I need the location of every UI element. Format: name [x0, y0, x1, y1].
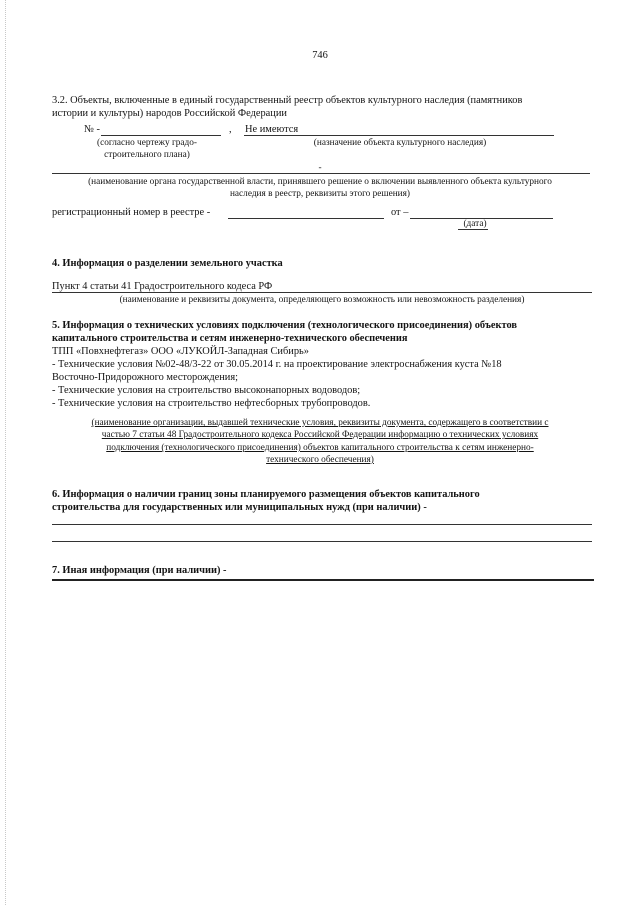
s5-organization: ТПП «Повхнефтегаз» ООО «ЛУКОЙЛ-Западная Сибирь»	[52, 346, 309, 357]
s32-dash: -	[318, 163, 322, 173]
s5-heading-1: 5. Информация о технических условиях подключения (технологического присоединения) объектов	[52, 320, 518, 331]
s32-value-line	[244, 135, 554, 136]
s5-caption-3: подключения (технологического присоединения) объектов капитального строительства к сетям инженерно-	[106, 443, 534, 453]
s32-caption-left-1: (согласно чертежу градо-	[96, 138, 198, 148]
s7-bottom-rule	[52, 579, 594, 581]
s32-org-line	[52, 173, 590, 174]
s5-caption-2: частью 7 статьи 48 Градостроительного кодекса Российской Федерации информацию о технических условиях	[101, 430, 539, 440]
s32-caption-left-2: строительного плана)	[104, 150, 190, 160]
s5-caption-1: (наименование организации, выдавшей технические условия, реквизиты документа, содержащего в соответствии с	[91, 418, 549, 428]
s4-value-line	[52, 292, 592, 293]
s32-line-2: истории и культуры) народов Российской Федерации	[52, 108, 287, 119]
s4-value: Пункт 4 статьи 41 Градостроительного кодеса РФ	[52, 281, 273, 292]
s32-caption-date: (дата)	[463, 219, 487, 229]
s32-reg-line	[228, 218, 384, 219]
page-number: 746	[312, 50, 328, 61]
s32-line-1: 3.2. Объекты, включенные в единый государственный реестр объектов культурного наследия (памятников	[52, 95, 523, 106]
scan-edge	[5, 0, 6, 905]
s32-number-line	[101, 135, 221, 136]
s6-heading-1: 6. Информация о наличии границ зоны планируемого размещения объектов капитального	[52, 489, 480, 500]
s32-date-underline	[458, 229, 488, 230]
s5-item-2: - Технические условия на строительство высоконапорных водоводов;	[52, 385, 361, 396]
s4-heading: 4. Информация о разделении земельного участка	[52, 258, 283, 269]
s7-heading: 7. Иная информация (при наличии) -	[52, 565, 227, 576]
s32-number-prefix: № -	[84, 124, 100, 135]
s32-comma: ,	[229, 124, 232, 135]
s5-heading-2: капитального строительства и сетям инженерно-технического обеспечения	[52, 333, 408, 344]
s6-heading-2: строительства для государственных или муниципальных нужд (при наличии) -	[52, 502, 427, 513]
s6-blank-line-1	[52, 524, 592, 525]
s32-caption-right: (назначение объекта культурного наследия)	[313, 138, 487, 148]
s32-reg-label: регистрационный номер в реестре -	[52, 207, 211, 218]
s4-caption: (наименование и реквизиты документа, определяющего возможность или невозможность разделения)	[119, 295, 525, 305]
s5-item-1b: Восточно-Придорожного месторождения;	[52, 372, 239, 383]
s32-caption-org-1: (наименование органа государственной власти, принявшего решение о включении выявленного объекта культурного	[88, 177, 552, 187]
s32-ot-label: от –	[391, 207, 409, 218]
s5-item-1a: - Технические условия №02-48/3-22 от 30.05.2014 г. на проектирование электроснабжения куста №18	[52, 359, 502, 370]
s32-value: Не имеются	[245, 124, 299, 135]
s6-blank-line-2	[52, 541, 592, 542]
s5-caption-4: технического обеспечения)	[266, 455, 374, 465]
s5-item-3: - Технические условия на строительство нефтесборных трубопроводов.	[52, 398, 371, 409]
s32-caption-org-2: наследия в реестр, реквизиты этого решения)	[229, 189, 411, 199]
